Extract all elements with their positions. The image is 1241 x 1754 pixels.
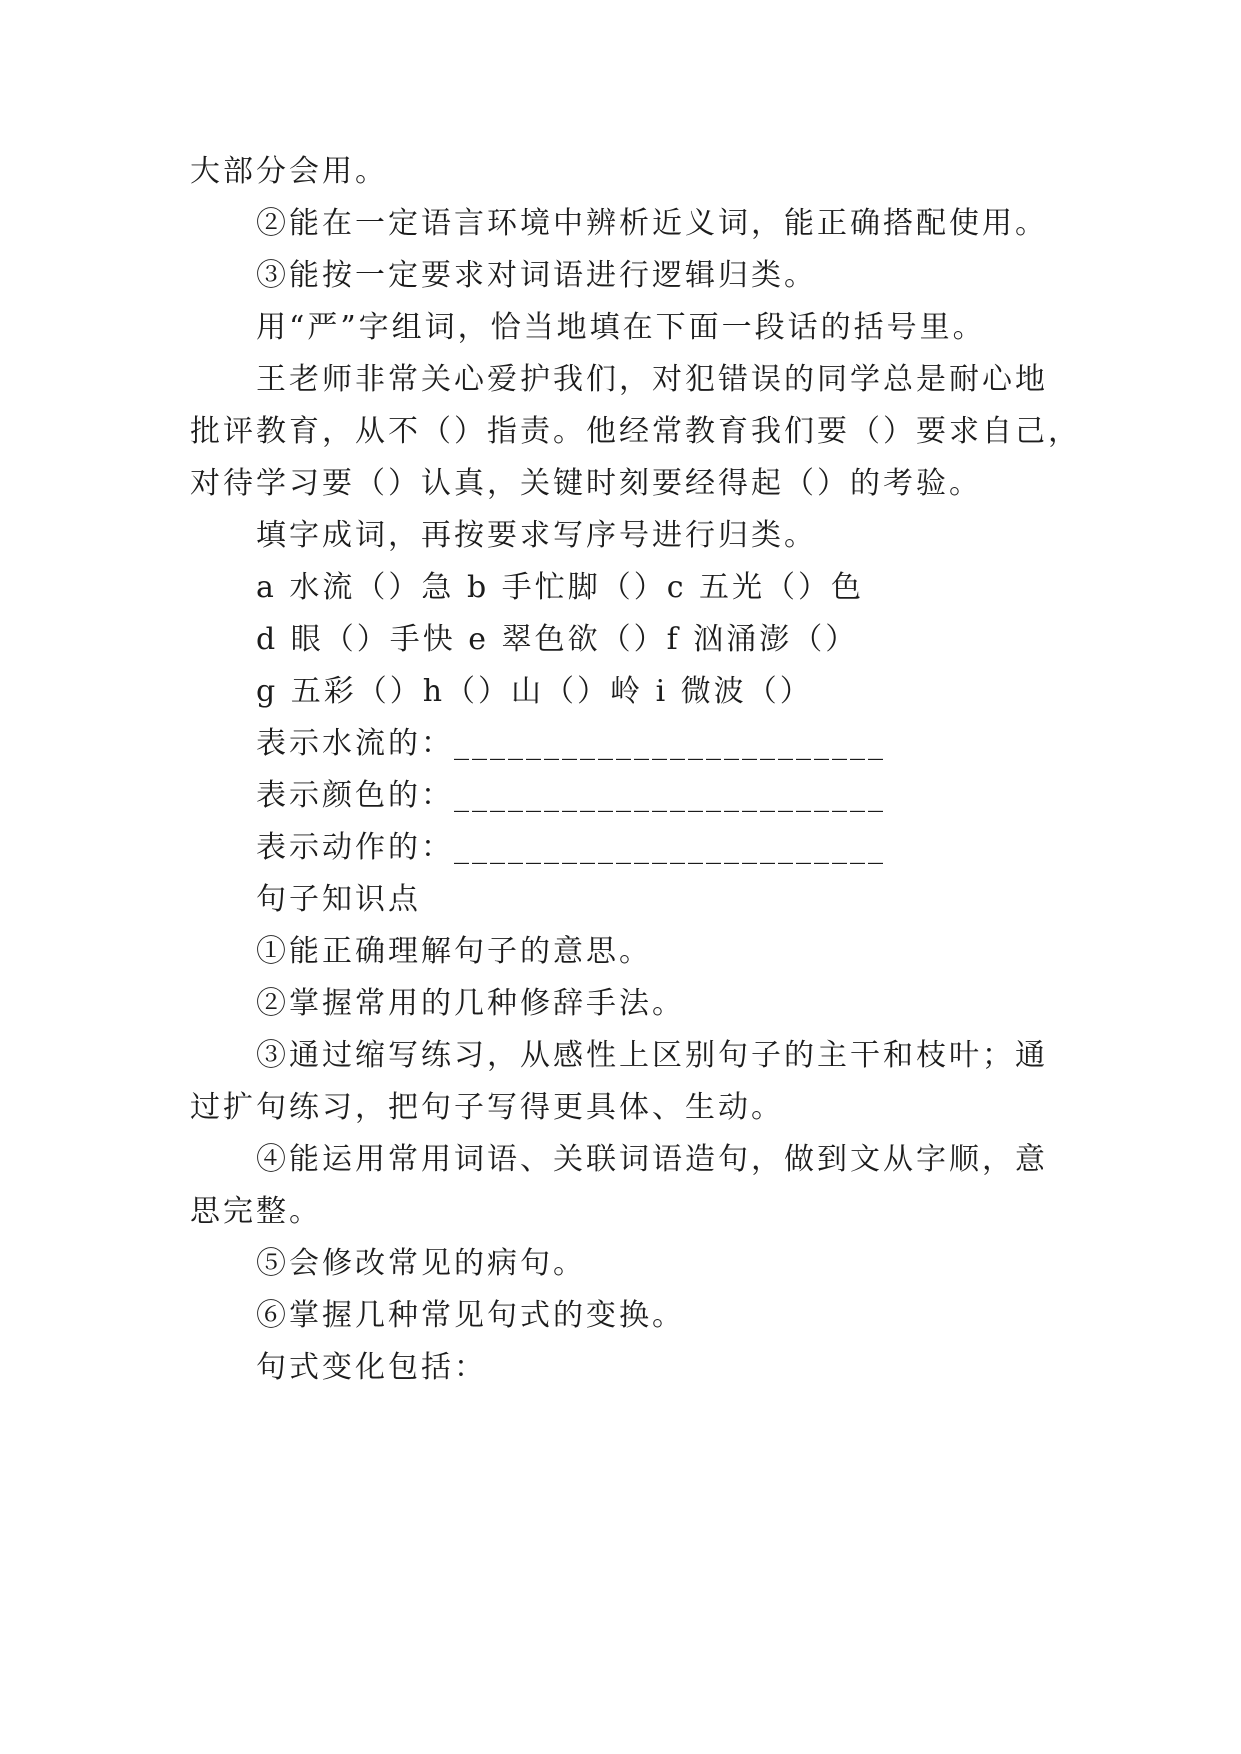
text-line: 思完整。 bbox=[190, 1194, 322, 1229]
section-heading: 句子知识点 bbox=[256, 882, 421, 917]
text-line: ⑥掌握几种常见句式的变换。 bbox=[256, 1298, 685, 1333]
fill-in-line: 表示动作的：________________________ bbox=[256, 830, 886, 865]
text-line: 大部分会用。 bbox=[190, 154, 388, 189]
text-line: 过扩句练习，把句子写得更具体、生动。 bbox=[190, 1090, 784, 1125]
text-line: 对待学习要（）认真，关键时刻要经得起（）的考验。 bbox=[190, 466, 982, 501]
text-line: ①能正确理解句子的意思。 bbox=[256, 934, 652, 969]
text-line: ③能按一定要求对词语进行逻辑归类。 bbox=[256, 258, 817, 293]
text-line: g 五彩（）h（）山（）岭 i 微波（） bbox=[256, 674, 813, 709]
text-line: 用“严”字组词，恰当地填在下面一段话的括号里。 bbox=[256, 310, 986, 345]
text-line: ④能运用常用词语、关联词语造句，做到文从字顺，意 bbox=[256, 1142, 1048, 1177]
text-line: ②掌握常用的几种修辞手法。 bbox=[256, 986, 685, 1021]
text-line: a 水流（）急 b 手忙脚（）c 五光（）色 bbox=[256, 570, 865, 605]
text-line: 批评教育，从不（）指责。他经常教育我们要（）要求自己， bbox=[190, 414, 1081, 449]
text-line: 填字成词，再按要求写序号进行归类。 bbox=[256, 518, 817, 553]
text-line: ⑤会修改常见的病句。 bbox=[256, 1246, 586, 1281]
text-line: ③通过缩写练习，从感性上区别句子的主干和枝叶；通 bbox=[256, 1038, 1048, 1073]
fill-in-line: 表示水流的：________________________ bbox=[256, 726, 886, 761]
text-line: ②能在一定语言环境中辨析近义词，能正确搭配使用。 bbox=[256, 206, 1048, 241]
text-line: 句式变化包括： bbox=[256, 1350, 487, 1385]
fill-in-line: 表示颜色的：________________________ bbox=[256, 778, 886, 813]
text-line: 王老师非常关心爱护我们，对犯错误的同学总是耐心地 bbox=[256, 362, 1048, 397]
text-line: d 眼（）手快 e 翠色欲（）f 汹涌澎（） bbox=[256, 622, 859, 657]
